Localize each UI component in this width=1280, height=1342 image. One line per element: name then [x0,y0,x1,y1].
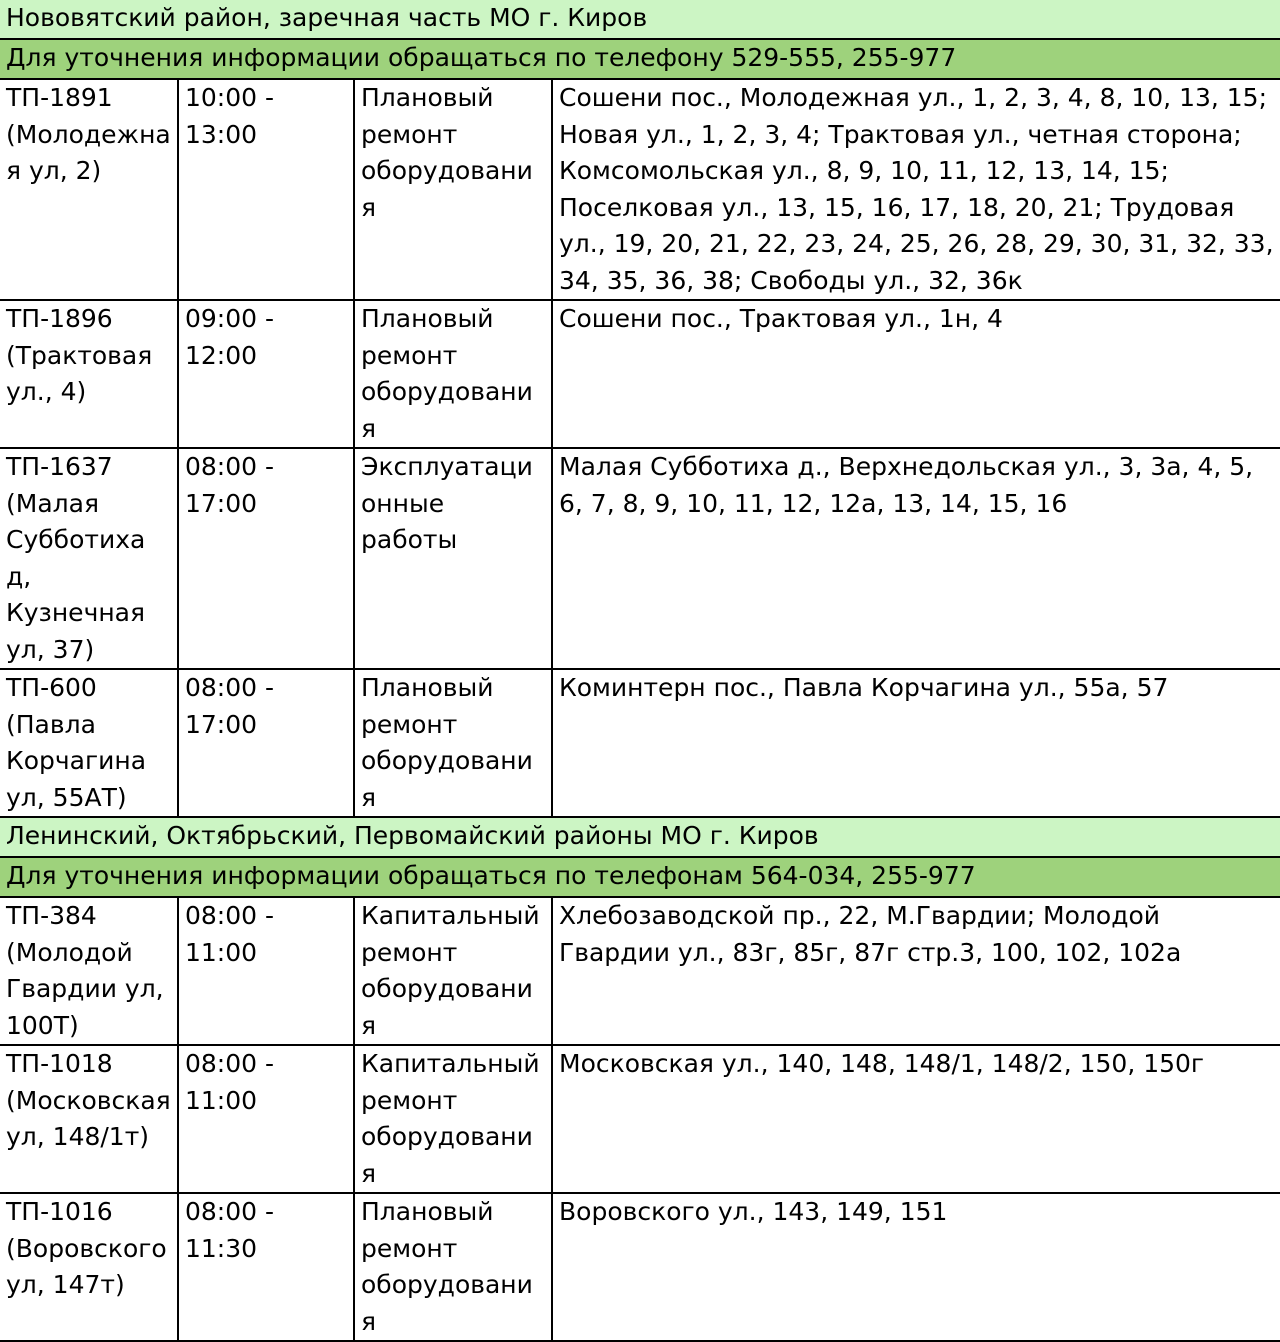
substation-cell: ТП-600 (Павла Корчагина ул, 55АТ) [0,669,178,817]
work-type-cell: Эксплуатационные работы [354,448,552,669]
addresses-cell: Сошени пос., Молодежная ул., 1, 2, 3, 4, 8, 10, 13, 15; Новая ул., 1, 2, 3, 4; Трактовая ул., четная сторона; Комсомольская ул., 8, 9, 10, 11, 12, 13, 14, 15; Поселковая ул., 13, 15, 16, 17, 18, 20, 21; Трудовая ул., 19, 20, 21, 22, 23, 24, 25, 26, 28, 29, 30, 31, 32, 33, 34, 35, 36, 38; Свободы ул., 32, 36к [552,79,1280,300]
substation-cell: ТП-1018 (Московская ул, 148/1т) [0,1045,178,1193]
time-cell: 08:00 - 17:00 [178,448,354,669]
table-row [0,1193,1280,1341]
contact-row [0,39,1280,79]
addresses-cell: Малая Субботиха д., Верхнедольская ул., 3, 3а, 4, 5, 6, 7, 8, 9, 10, 11, 12, 12а, 13, 14, 15, 16 [552,448,1280,669]
work-type-cell: Плановый ремонт оборудования [354,300,552,448]
time-cell: 08:00 - 11:30 [178,1193,354,1341]
district-header-row [0,0,1280,39]
district-title: Ленинский, Октябрьский, Первомайский районы МО г. Киров [0,817,1280,857]
work-type-cell: Капитальный ремонт оборудования [354,897,552,1045]
time-cell: 10:00 - 13:00 [178,79,354,300]
contact-info: Для уточнения информации обращаться по телефону 529-555, 255-977 [0,39,1280,79]
district-header-row [0,817,1280,857]
table-row [0,448,1280,669]
table-row [0,300,1280,448]
addresses-cell: Хлебозаводской пр., 22, М.Гвардии; Молодой Гвардии ул., 83г, 85г, 87г стр.3, 100, 102, 102а [552,897,1280,1045]
substation-cell: ТП-1637 (Малая Субботиха д, Кузнечная ул, 37) [0,448,178,669]
work-type-cell: Капитальный ремонт оборудования [354,1045,552,1193]
table-row [0,669,1280,817]
work-type-cell: Плановый ремонт оборудования [354,669,552,817]
time-cell: 08:00 - 17:00 [178,669,354,817]
addresses-cell: Коминтерн пос., Павла Корчагина ул., 55а, 57 [552,669,1280,817]
substation-cell: ТП-384 (Молодой Гвардии ул, 100Т) [0,897,178,1045]
time-cell: 08:00 - 11:00 [178,897,354,1045]
table-row [0,1045,1280,1193]
substation-cell: ТП-1016 (Воровского ул, 147т) [0,1193,178,1341]
table-row [0,897,1280,1045]
addresses-cell: Московская ул., 140, 148, 148/1, 148/2, 150, 150г [552,1045,1280,1193]
contact-info: Для уточнения информации обращаться по телефонам 564-034, 255-977 [0,857,1280,897]
contact-row [0,857,1280,897]
work-type-cell: Плановый ремонт оборудования [354,1193,552,1341]
substation-cell: ТП-1896 (Трактовая ул., 4) [0,300,178,448]
district-title: Нововятский район, заречная часть МО г. Киров [0,0,1280,39]
addresses-cell: Сошени пос., Трактовая ул., 1н, 4 [552,300,1280,448]
addresses-cell: Воровского ул., 143, 149, 151 [552,1193,1280,1341]
time-cell: 08:00 - 11:00 [178,1045,354,1193]
table-row [0,79,1280,300]
time-cell: 09:00 - 12:00 [178,300,354,448]
substation-cell: ТП-1891 (Молодежная ул, 2) [0,79,178,300]
work-type-cell: Плановый ремонт оборудования [354,79,552,300]
